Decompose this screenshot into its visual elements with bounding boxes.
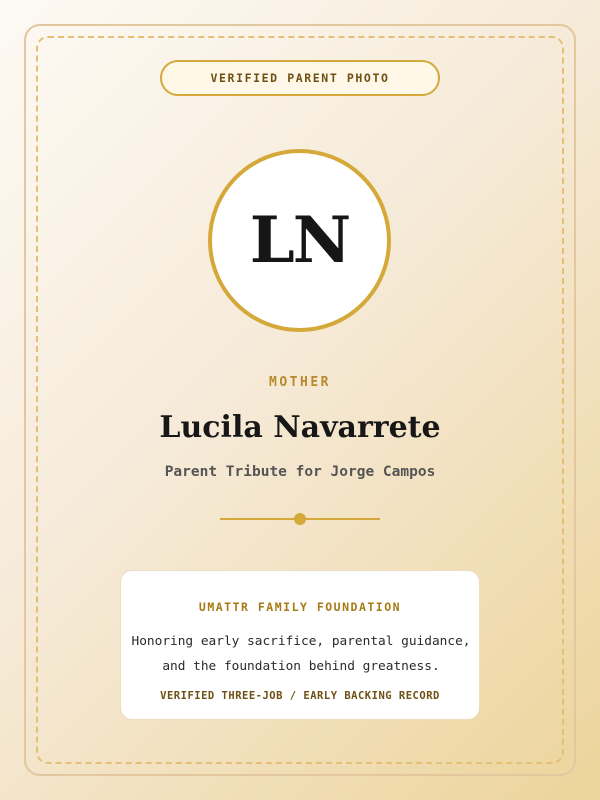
tribute-subtitle: Parent Tribute for Jorge Campos bbox=[164, 464, 436, 480]
relationship-label: MOTHER bbox=[269, 375, 331, 390]
avatar: LN bbox=[208, 149, 391, 332]
foundation-title: UMATTR FAMILY FOUNDATION bbox=[198, 600, 402, 614]
description-line: Honoring early sacrifice, parental guidance, bbox=[131, 634, 471, 649]
verification-record: VERIFIED THREE-JOB / EARLY BACKING RECORD bbox=[160, 690, 440, 702]
verified-badge: VERIFIED PARENT PHOTO bbox=[160, 60, 440, 96]
description-line: and the foundation behind greatness. bbox=[162, 659, 440, 674]
divider-dot bbox=[294, 513, 306, 525]
parent-name: Lucila Navarrete bbox=[159, 410, 441, 445]
foundation-description bbox=[107, 629, 495, 679]
foundation-card bbox=[120, 570, 480, 720]
